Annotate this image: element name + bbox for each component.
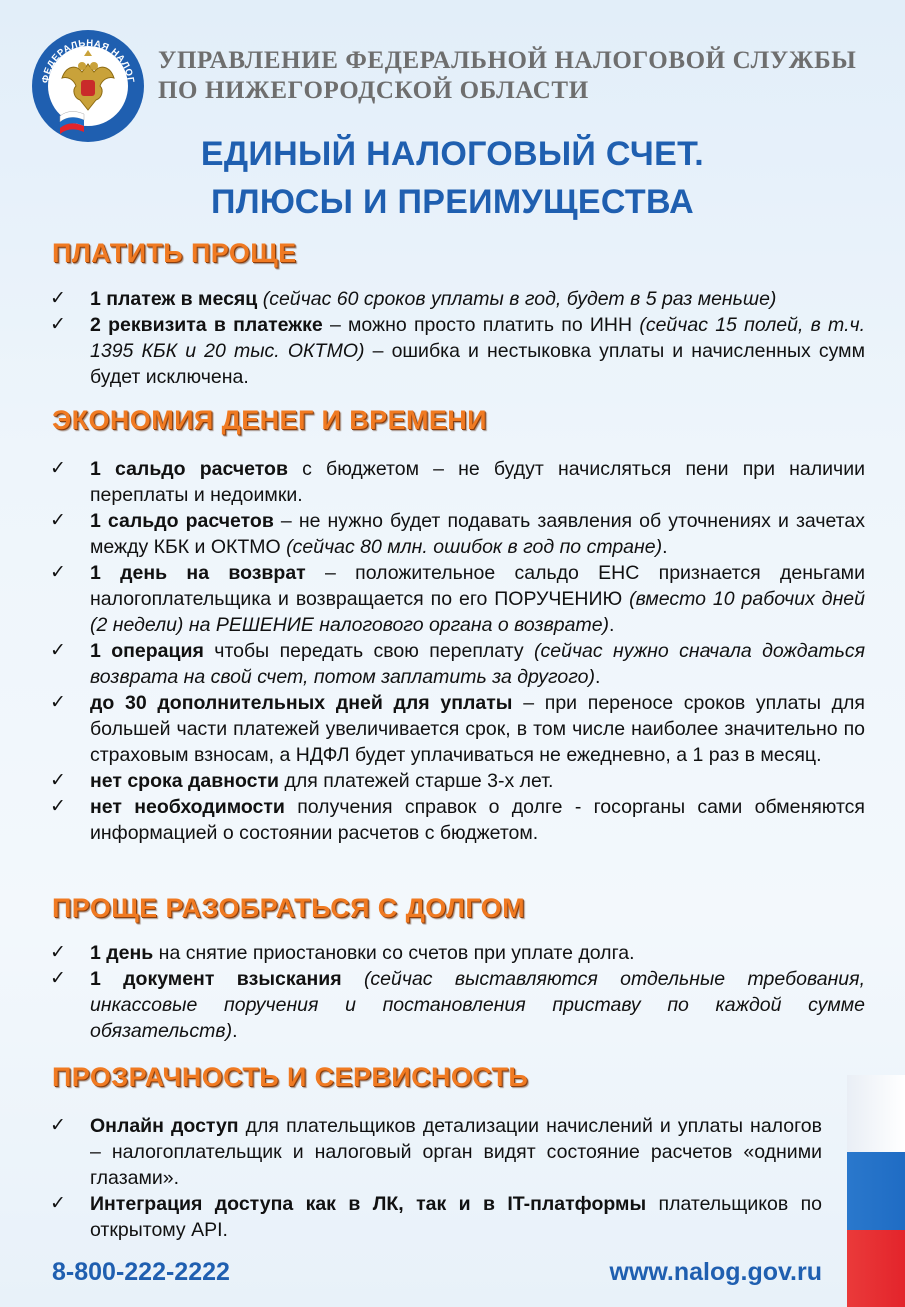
logo-ring-text: ФЕДЕРАЛЬНАЯ НАЛОГ — [39, 37, 136, 84]
title-line-1: ЕДИНЫЙ НАЛОГОВЫЙ СЧЕТ. — [200, 135, 705, 173]
russian-flag-stripe — [847, 1075, 905, 1307]
section-list — [50, 1113, 822, 1243]
hotline-phone: 8-800-222-2222 — [52, 1258, 230, 1286]
org-line-2: ПО НИЖЕГОРОДСКОЙ ОБЛАСТИ — [158, 77, 589, 104]
checkmark-icon: ✓ — [50, 1115, 66, 1136]
list-item: ✓ нет необходимости получения справок о долге - госорганы сами обменяются информацией о состоянии расчетов с бюджетом. — [50, 796, 865, 844]
flag-red-band — [847, 1230, 905, 1307]
list-item: ✓ 1 операция чтобы передать свою переплату (сейчас нужно сначала дождаться возврата на свой счет, потом заплатить за другого). — [50, 640, 866, 688]
list-item: ✓ до 30 дополнительных дней для уплаты – при переносе сроков уплаты для большей части платежей увеличивается срок, в том числе наиболее значительно по страховым взносам, а НДФЛ будет уплачиваться не ежедневно, а 1 раз в месяц. — [50, 692, 865, 766]
checkmark-icon: ✓ — [50, 458, 66, 479]
checkmark-icon: ✓ — [50, 314, 66, 335]
section-heading: ПРОЗРАЧНОСТЬ И СЕРВИСНОСТЬ — [52, 1062, 529, 1092]
list-item: ✓ 1 день на возврат – положительное сальдо ЕНС признается деньгами налогоплательщика и возвращается по его ПОРУЧЕНИЮ (вместо 10 рабочих дней (2 недели) на РЕШЕНИЕ налогового органа о возврате). — [50, 562, 865, 636]
list-item: ✓ 1 сальдо расчетов с бюджетом – не будут начисляться пени при наличии переплаты и недоимки. — [50, 458, 865, 506]
list-item: ✓ 2 реквизита в платежке – можно просто платить по ИНН (сейчас 15 полей, в т.ч. 1395 КБК и 20 тыс. ОКТМО) – ошибка и нестыковка уплаты и начисленных сумм будет исключена. — [50, 314, 865, 388]
list-item: ✓ Онлайн доступ для плательщиков детализации начислений и уплаты налогов – налогоплательщик и налоговый орган видят состояние расчетов «одними глазами». — [50, 1115, 822, 1189]
org-line-1: УПРАВЛЕНИЕ ФЕДЕРАЛЬНОЙ НАЛОГОВОЙ СЛУЖБЫ — [158, 47, 857, 74]
checkmark-icon: ✓ — [50, 968, 66, 989]
list-item: ✓ 1 документ взыскания (сейчас выставляются отдельные требования, инкассовые поручения и постановления приставу по каждой сумме обязательств). — [50, 968, 865, 1042]
title-line-2: ПЛЮСЫ И ПРЕИМУЩЕСТВА — [211, 183, 694, 221]
checkmark-icon: ✓ — [50, 562, 66, 583]
checkmark-icon: ✓ — [50, 770, 66, 791]
checkmark-icon: ✓ — [50, 942, 66, 963]
list-item: ✓ 1 платеж в месяц (сейчас 60 сроков уплаты в год, будет в 5 раз меньше) — [50, 288, 777, 310]
checkmark-icon: ✓ — [50, 288, 66, 309]
list-item: ✓ 1 сальдо расчетов – не нужно будет подавать заявления об уточнениях и зачетах между КБК и ОКТМО (сейчас 80 млн. ошибок в год по стране). — [50, 510, 865, 558]
list-item: ✓ Интеграция доступа как в ЛК, так и в IT-платформы плательщиков по открытому API. — [50, 1193, 822, 1241]
checkmark-icon: ✓ — [50, 796, 66, 817]
list-item: ✓ нет срока давности для платежей старше 3-х лет. — [50, 770, 554, 792]
list-item: ✓ 1 день на снятие приостановки со счетов при уплате долга. — [50, 942, 635, 964]
section-list — [50, 456, 865, 846]
flag-blue-band — [847, 1152, 905, 1229]
website-link[interactable]: www.nalog.gov.ru — [609, 1258, 822, 1286]
organization-name — [158, 46, 856, 106]
checkmark-icon: ✓ — [50, 510, 66, 531]
checkmark-icon: ✓ — [50, 1193, 66, 1214]
page-title — [0, 130, 905, 226]
section-heading: ПРОЩЕ РАЗОБРАТЬСЯ С ДОЛГОМ — [52, 893, 525, 923]
section-heading: ЭКОНОМИЯ ДЕНЕГ И ВРЕМЕНИ — [52, 405, 487, 435]
section-list — [50, 286, 865, 390]
checkmark-icon: ✓ — [50, 640, 66, 661]
section-list — [50, 940, 865, 1044]
fns-emblem-icon — [30, 28, 146, 144]
flag-white-band — [847, 1075, 905, 1152]
checkmark-icon: ✓ — [50, 692, 66, 713]
section-heading: ПЛАТИТЬ ПРОЩЕ — [52, 238, 297, 268]
